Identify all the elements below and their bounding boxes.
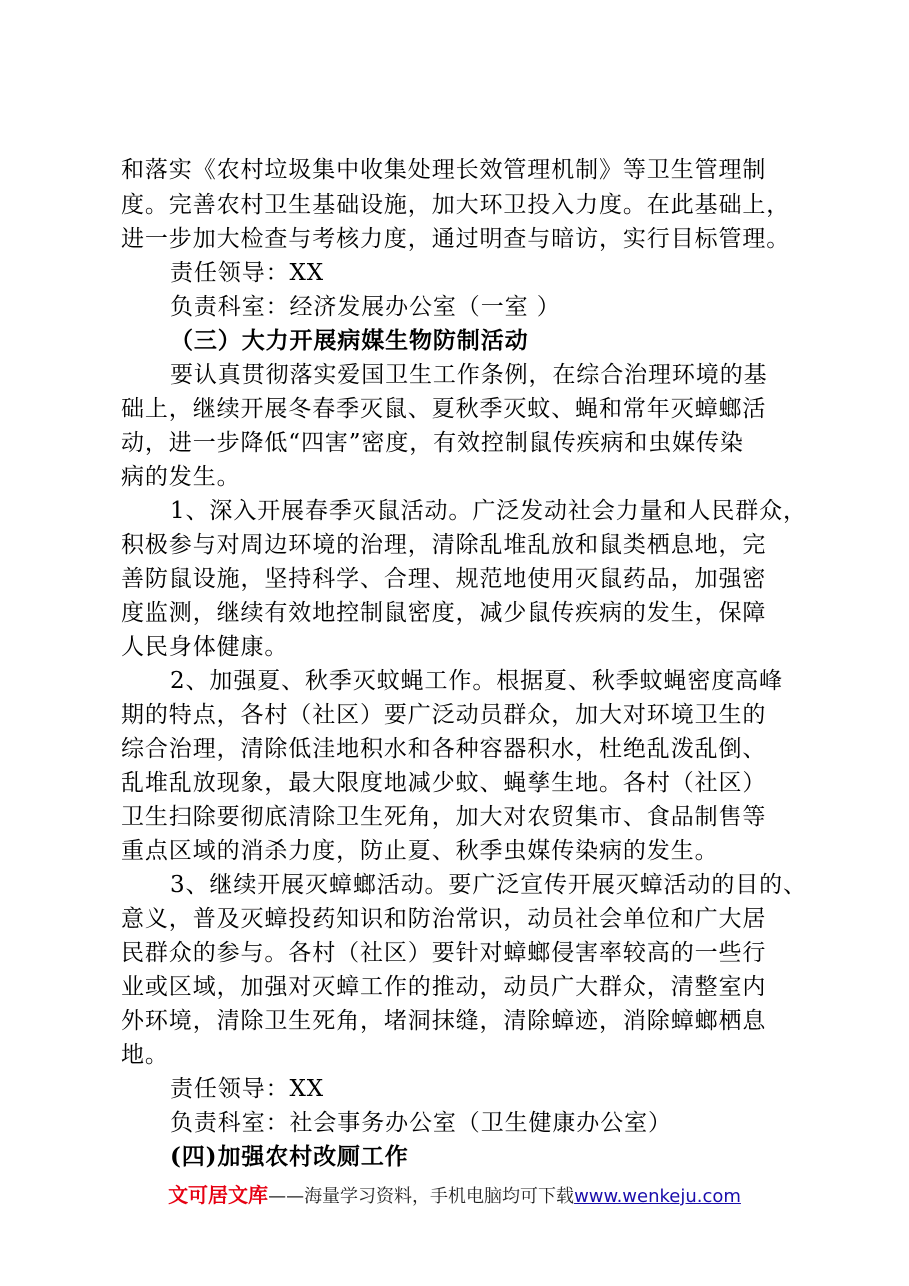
body-text-line: 外环境，清除卫生死角，堵洞抹缝，清除蟑迹，消除蟑螂栖息 (121, 1008, 767, 1034)
body-text-line: 重点区域的消杀力度，防止夏、秋季虫媒传染病的发生。 (121, 838, 719, 864)
website-link[interactable]: www.wenkeju.com (574, 1186, 741, 1207)
body-text-line: 期的特点，各村（社区）要广泛动员群众，加大对环境卫生的 (121, 702, 767, 728)
body-text-line: 动，进一步降低“四害”密度，有效控制鼠传疾病和虫媒传染 (121, 430, 744, 456)
responsible-leader-line: 责任领导：XX (170, 260, 325, 286)
body-text-line: 础上，继续开展冬春季灭鼠、夏秋季灭蚊、蝇和常年灭蟑螂活 (121, 396, 767, 422)
body-text-line: 度监测，继续有效地控制鼠密度，减少鼠传疾病的发生，保障 (121, 600, 767, 626)
section-heading: （三）大力开展病媒生物防制活动 (170, 327, 529, 354)
body-text-line: 病的发生。 (121, 464, 241, 490)
responsible-leader-line: 责任领导：XX (170, 1076, 325, 1102)
body-text-line: 和落实《农村垃圾集中收集处理长效管理机制》等卫生管理制 (121, 157, 767, 183)
body-text-line: 积极参与对周边环境的治理，清除乱堆乱放和鼠类栖息地，完 (121, 532, 767, 558)
body-text-line: 综合治理，清除低洼地积水和各种容器积水，杜绝乱泼乱倒、 (121, 736, 767, 762)
body-text-line: 度。完善农村卫生基础设施，加大环卫投入力度。在此基础上， (121, 192, 791, 218)
brand-name: 文可居文库 (168, 1183, 269, 1207)
body-text-line: 地。 (121, 1042, 169, 1068)
responsible-office-line: 负责科室：社会事务办公室（卫生健康办公室） (170, 1110, 672, 1136)
body-text-line: 进一步加大检查与考核力度，通过明查与暗访，实行目标管理。 (121, 226, 791, 252)
body-text-line: 要认真贯彻落实爱国卫生工作条例，在综合治理环境的基 (170, 362, 768, 388)
body-text-line: 业或区域，加强对灭蟑工作的推动，动员广大群众，清整室内 (121, 974, 767, 1000)
body-text-line: 3、继续开展灭蟑螂活动。要广泛宣传开展灭蟑活动的目的、 (170, 872, 807, 898)
body-text-line: 民群众的参与。各村（社区）要针对蟑螂侵害率较高的一些行 (121, 940, 767, 966)
body-text-line: 乱堆乱放现象，最大限度地减少蚊、蝇孳生地。各村（社区） (121, 770, 767, 796)
body-text-line: 1、深入开展春季灭鼠活动。广泛发动社会力量和人民群众， (170, 498, 807, 524)
footer-slogan: ——海量学习资料，手机电脑均可下载 (268, 1186, 575, 1207)
body-text-line: 人民身体健康。 (121, 634, 289, 660)
body-text-line: 善防鼠设施，坚持科学、合理、规范地使用灭鼠药品，加强密 (121, 566, 767, 592)
section-heading: (四)加强农村改厕工作 (170, 1143, 409, 1170)
body-text-line: 2、加强夏、秋季灭蚊蝇工作。根据夏、秋季蚊蝇密度高峰 (170, 668, 784, 694)
body-text-line: 意义，普及灭蟑投药知识和防治常识，动员社会单位和广大居 (121, 906, 767, 932)
responsible-office-line: 负责科室：经济发展办公室（一室 ） (170, 294, 561, 320)
body-text-line: 卫生扫除要彻底清除卫生死角，加大对农贸集市、食品制售等 (121, 804, 767, 830)
footer-banner (0, 1181, 909, 1211)
